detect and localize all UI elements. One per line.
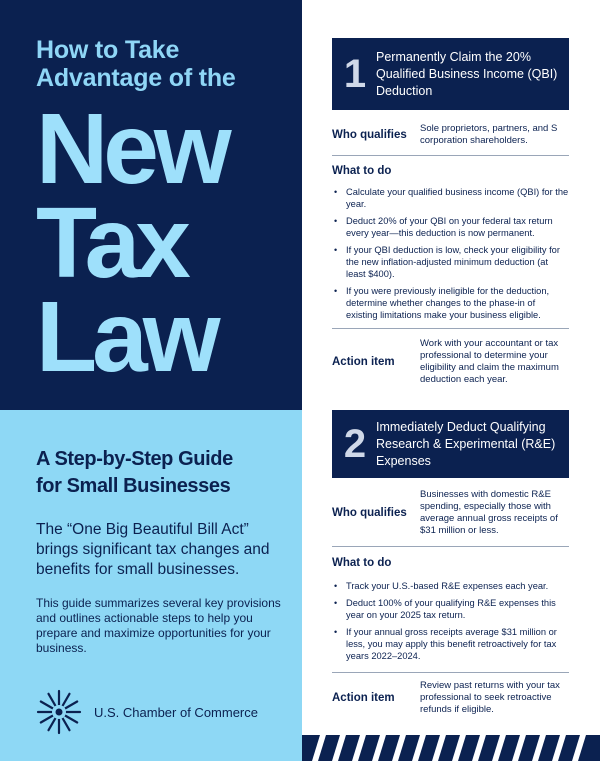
cover-intro-panel <box>0 410 302 761</box>
guide-heading <box>36 446 288 500</box>
chamber-starburst-logo-icon <box>36 689 82 735</box>
big-title-line-2: Tax <box>36 187 186 299</box>
step-2-action-text: Review past returns with your tax professional to seek retroactive refunds if eligible. <box>420 680 560 715</box>
list-item: • Calculate your qualified business income (QBI) for the year. <box>332 186 569 210</box>
intro-heading-line-1: How to Take <box>36 36 180 64</box>
step-2-action-label: Action item <box>332 692 395 704</box>
summary-paragraph: This guide summarizes several key provisions and outlines actionable steps to help you prepare and maximize opportunities for your business. <box>36 596 281 655</box>
step-2-header <box>332 410 569 478</box>
brand <box>36 689 258 735</box>
list-item: • Track your U.S.-based R&E expenses each year. <box>332 580 569 592</box>
step-1-action-label: Action item <box>332 356 395 368</box>
step-2-who-qualifies <box>332 487 569 539</box>
divider <box>332 155 569 156</box>
list-item: • Deduct 20% of your QBI on your federal tax return every year—this deduction is now permanent. <box>332 215 569 239</box>
list-item: • If your QBI deduction is low, check your eligibility for the new inflation-adjusted minimum deduction (at least $400). <box>332 244 569 280</box>
step-2-who-label: Who qualifies <box>332 507 407 519</box>
step-2-todo-list <box>332 580 569 667</box>
divider <box>332 328 569 329</box>
step-1-number: 1 <box>343 52 367 96</box>
big-title-line-1: New <box>36 93 227 205</box>
step-1-title: Permanently Claim the 20% Qualified Business Income (QBI) Deduction <box>376 49 558 98</box>
step-1-todo-list <box>332 186 569 326</box>
decorative-stripe-bar <box>302 735 600 761</box>
step-1-todo-label: What to do <box>332 165 392 177</box>
brand-name: U.S. Chamber of Commerce <box>94 704 258 720</box>
step-2-who-text: Businesses with domestic R&E spending, especially those with average annual gross receipts of $31 million or less. <box>420 489 558 536</box>
step-1-action-item <box>332 334 569 390</box>
step-1-who-text: Sole proprietors, partners, and S corporation shareholders. <box>420 123 558 146</box>
lead-paragraph: The “One Big Beautiful Bill Act” brings significant tax changes and benefits for small businesses. <box>36 521 270 578</box>
divider <box>332 546 569 547</box>
guide-heading-line-2: for Small Businesses <box>36 475 231 497</box>
intro-heading <box>36 36 302 92</box>
guide-heading-line-1: A Step-by-Step Guide <box>36 448 233 470</box>
step-2-todo-label: What to do <box>332 557 392 569</box>
step-1-header <box>332 38 569 110</box>
step-1-action-text: Work with your accountant or tax professional to determine your eligibility and claim the maximum deduction each year. <box>420 338 559 385</box>
big-title <box>36 93 302 393</box>
step-2-action-item <box>332 678 569 718</box>
list-item: • Deduct 100% of your qualifying R&E expenses this year on your 2025 tax return. <box>332 597 569 621</box>
step-2-title: Immediately Deduct Qualifying Research & Experimental (R&E) Expenses <box>376 419 556 468</box>
intro-heading-line-2: Advantage of the <box>36 64 236 92</box>
cover-title-panel <box>0 0 302 410</box>
big-title-line-3: Law <box>36 281 216 393</box>
list-item: • If you were previously ineligible for the deduction, determine whether changes to the phase-in of existing limitations make your business eligible. <box>332 285 569 321</box>
step-1-who-label: Who qualifies <box>332 129 407 141</box>
divider <box>332 672 569 673</box>
steps-column <box>302 0 600 761</box>
list-item: • If your annual gross receipts average $31 million or less, you may apply this benefit retroactively for tax years 2022–2024. <box>332 626 569 662</box>
step-2-number: 2 <box>343 422 367 466</box>
step-1-who-qualifies <box>332 118 569 152</box>
